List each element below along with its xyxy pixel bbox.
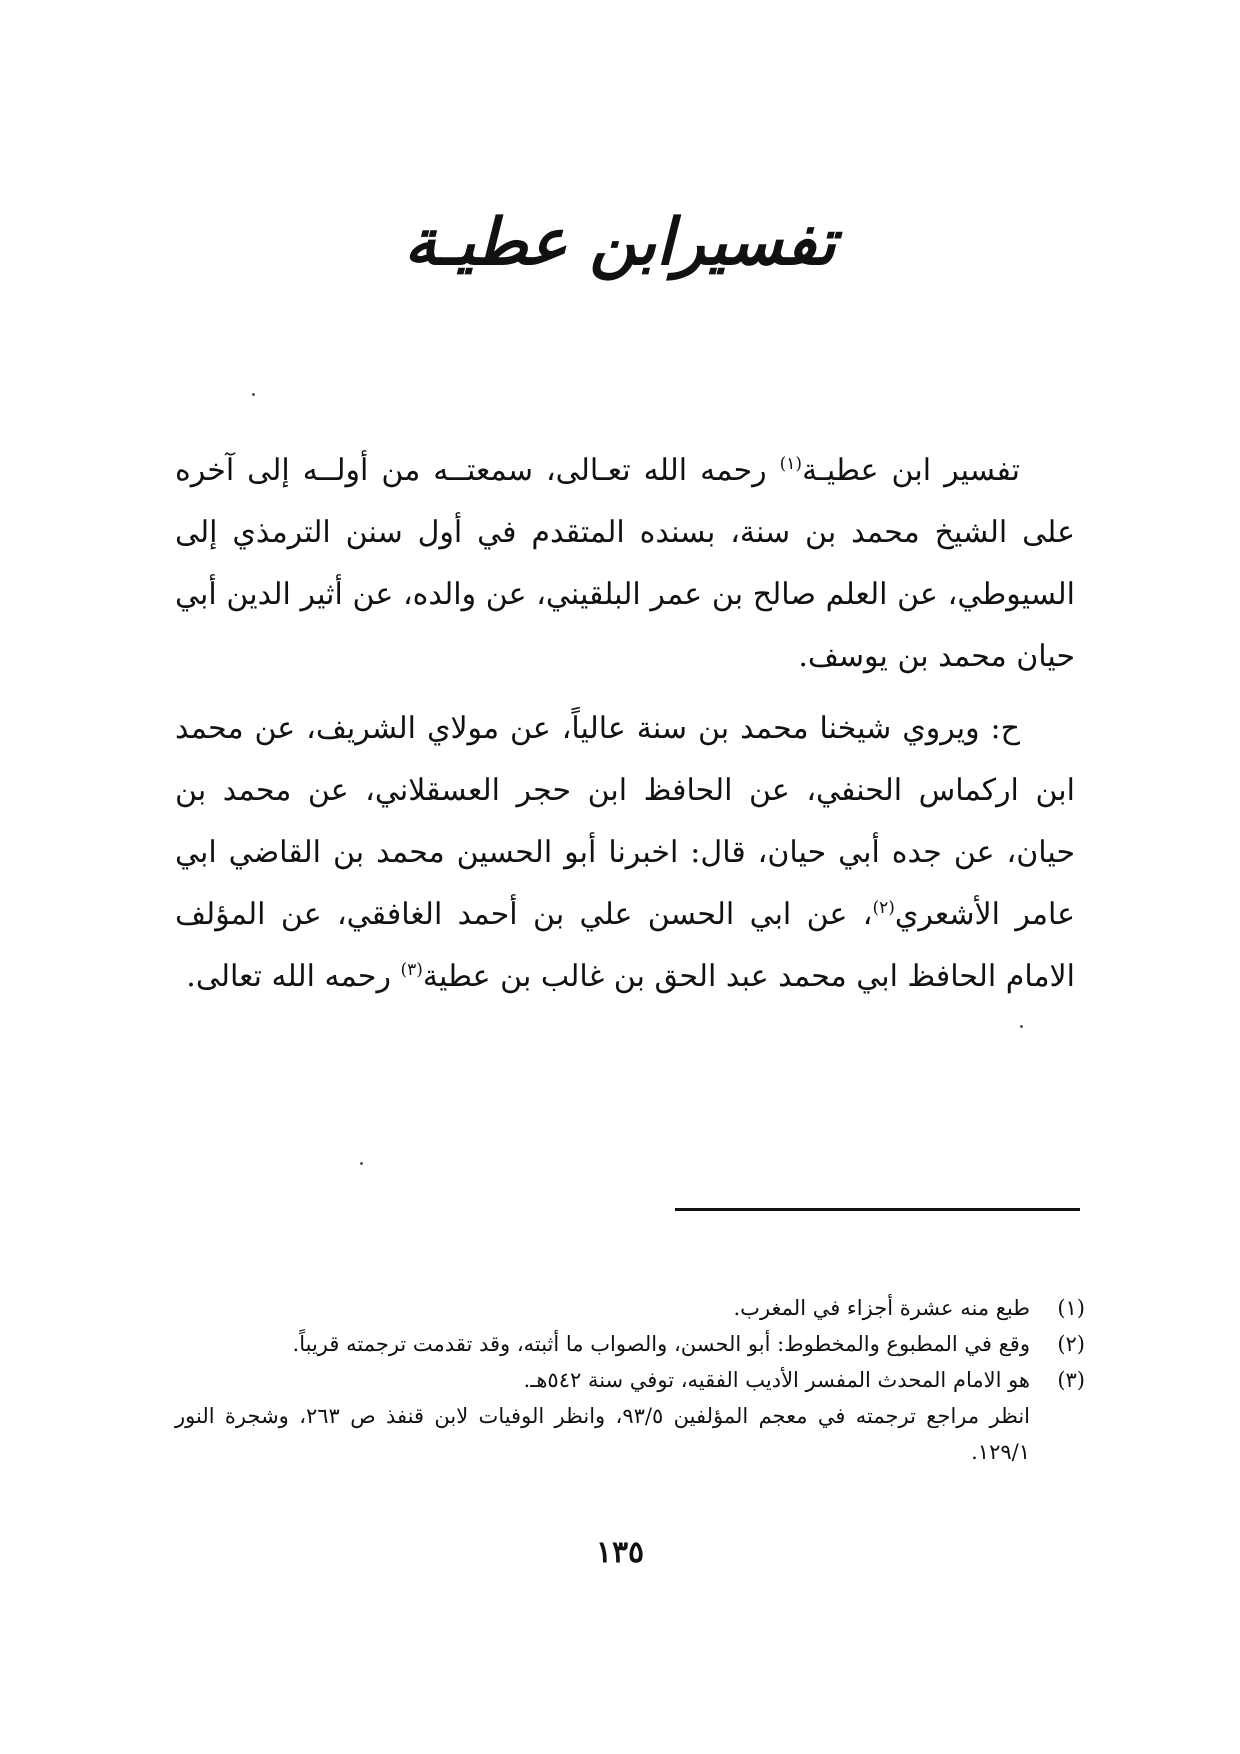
paragraph-2	[175, 698, 1075, 1008]
footnote-number: (٢)	[1057, 1332, 1085, 1356]
scan-speck	[1020, 1025, 1023, 1028]
page-title: تفسيرابن عطيـة	[404, 205, 836, 280]
footnote-3-continuation: انظر مراجع ترجمته في معجم المؤلفين ٩٣/٥، وانظر الوفيات لابن قنفذ ص ٢٦٣، وشجرة النور ١٢٩/١.	[175, 1404, 1031, 1464]
page-number: ١٣٥	[595, 1535, 645, 1570]
scan-speck	[252, 393, 255, 396]
paragraph-2-text-a: ح: ويروي شيخنا محمد بن سنة عالياً، عن مولاي الشريف، عن محمد ابن اركماس الحنفي، عن الحافظ ابن حجر العسقلاني، عن محمد بن حيان، عن جده أبي حيان، قال: اخبرنا أبو الحسين محمد بن القاضي ابي عامر الأشعري	[175, 711, 1075, 932]
footnote-2	[175, 1326, 1085, 1362]
footnote-divider	[675, 1208, 1080, 1211]
footnote-number: (٣)	[1057, 1368, 1085, 1392]
footnote-ref-3: (٣)	[400, 960, 423, 980]
footnote-text: هو الامام المحدث المفسر الأديب الفقيه، توفي سنة ٥٤٢هـ.	[523, 1368, 1030, 1392]
scan-speck	[360, 1162, 363, 1165]
footnote-ref-2: (٢)	[872, 898, 895, 918]
footnotes	[175, 1290, 1085, 1470]
footnote-number: (١)	[1057, 1296, 1085, 1320]
paragraph-2-text-b: ، عن ابي الحسن علي بن أحمد الغافقي، عن المؤلف الامام الحافظ ابي محمد عبد الحق بن غالب بن عطية	[175, 897, 1075, 994]
footnote-text: وقع في المطبوع والمخطوط: أبو الحسن، والصواب ما أثبته، وقد تقدمت ترجمته قريباً.	[292, 1332, 1030, 1356]
main-text	[175, 440, 1075, 1018]
footnote-text: طبع منه عشرة أجزاء في المغرب.	[733, 1296, 1030, 1320]
paragraph-1-text-a: تفسير ابن عطيـة	[802, 453, 1020, 488]
footnote-ref-1: (١)	[779, 454, 803, 474]
paragraph-1-text-b: رحمه الله تعـالى، سمعتــه من أولــه إلى آخره على الشيخ محمد بن سنة، بسنده المتقدم في أول سنن الترمذي إلى السيوطي، عن العلم صالح بن عمر البلقيني، عن والده، عن أثير الدين أبي حيان محمد بن يوسف.	[175, 453, 1075, 674]
paragraph-1	[175, 440, 1075, 688]
footnote-1	[175, 1290, 1085, 1326]
footnote-3	[175, 1362, 1085, 1398]
paragraph-2-text-c: رحمه الله تعالى.	[186, 959, 401, 994]
